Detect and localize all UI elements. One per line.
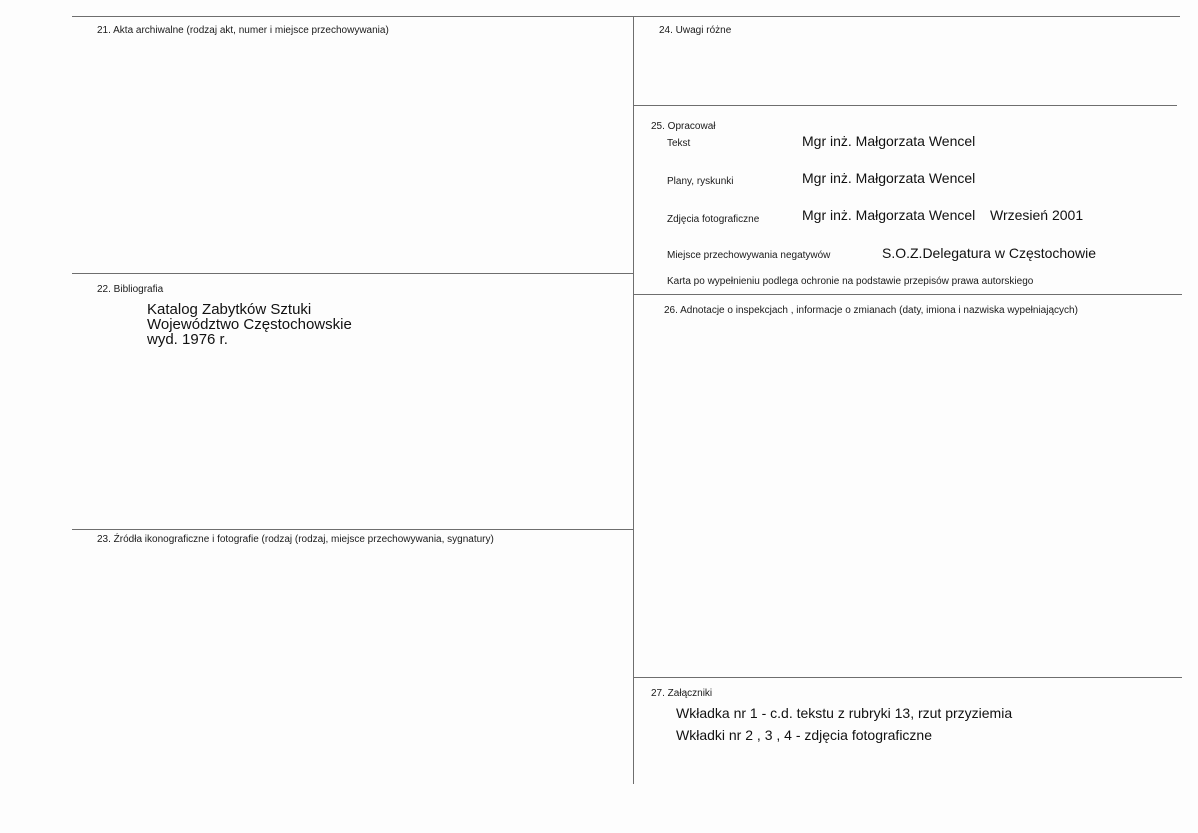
photos-author-value: Mgr inż. Małgorzata Wencel (802, 207, 976, 223)
section-22-label: 22. Bibliografia (97, 284, 164, 295)
section-21-label: 21. Akta archiwalne (rodzaj akt, numer i miejsce przechowywania) (97, 25, 389, 36)
attachment-item-1: Wkładka nr 1 - c.d. tekstu z rubryki 13, rzut przyziemia (676, 705, 1013, 721)
bibliography-line-3: wyd. 1976 r. (147, 331, 228, 348)
section-24-label: 24. Uwagi różne (659, 25, 732, 36)
section-25-label: 25. Opracował (651, 121, 716, 132)
section-23-label: 23. Źródła ikonograficzne i fotografie (rodzaj (rodzaj, miejsce przechowywania, sygnatury) (97, 534, 494, 545)
text-author-label: Tekst (667, 138, 691, 149)
divider-24-25 (634, 105, 1177, 106)
photos-author-label: Zdjęcia fotograficzne (667, 214, 760, 225)
bibliography-line-2: Województwo Częstochowskie (147, 316, 352, 333)
divider-26-27 (634, 677, 1182, 678)
negatives-location-value: S.O.Z.Delegatura w Częstochowie (882, 245, 1096, 261)
section-27-label: 27. Załączniki (651, 688, 713, 699)
divider-25-26 (634, 294, 1182, 295)
center-divider-line (633, 16, 634, 784)
bibliography-entry (147, 302, 352, 347)
photos-date-value: Wrzesień 2001 (990, 207, 1084, 223)
negatives-location-label: Miejsce przechowywania negatywów (667, 250, 831, 261)
plans-author-value: Mgr inż. Małgorzata Wencel (802, 170, 976, 186)
section-26-label: 26. Adnotacje o inspekcjach , informacje o zmianach (daty, imiona i nazwiska wypełniających) (664, 305, 1078, 316)
bibliography-line-1: Katalog Zabytków Sztuki (147, 301, 312, 318)
text-author-value: Mgr inż. Małgorzata Wencel (802, 133, 976, 149)
attachment-item-2: Wkładki nr 2 , 3 , 4 - zdjęcia fotograficzne (676, 727, 932, 743)
divider-21-22 (72, 273, 634, 274)
top-border-line (72, 16, 1180, 17)
plans-author-label: Plany, ryskunki (667, 176, 734, 187)
copyright-note: Karta po wypełnieniu podlega ochronie na podstawie przepisów prawa autorskiego (667, 276, 1034, 287)
divider-22-23 (72, 529, 634, 530)
